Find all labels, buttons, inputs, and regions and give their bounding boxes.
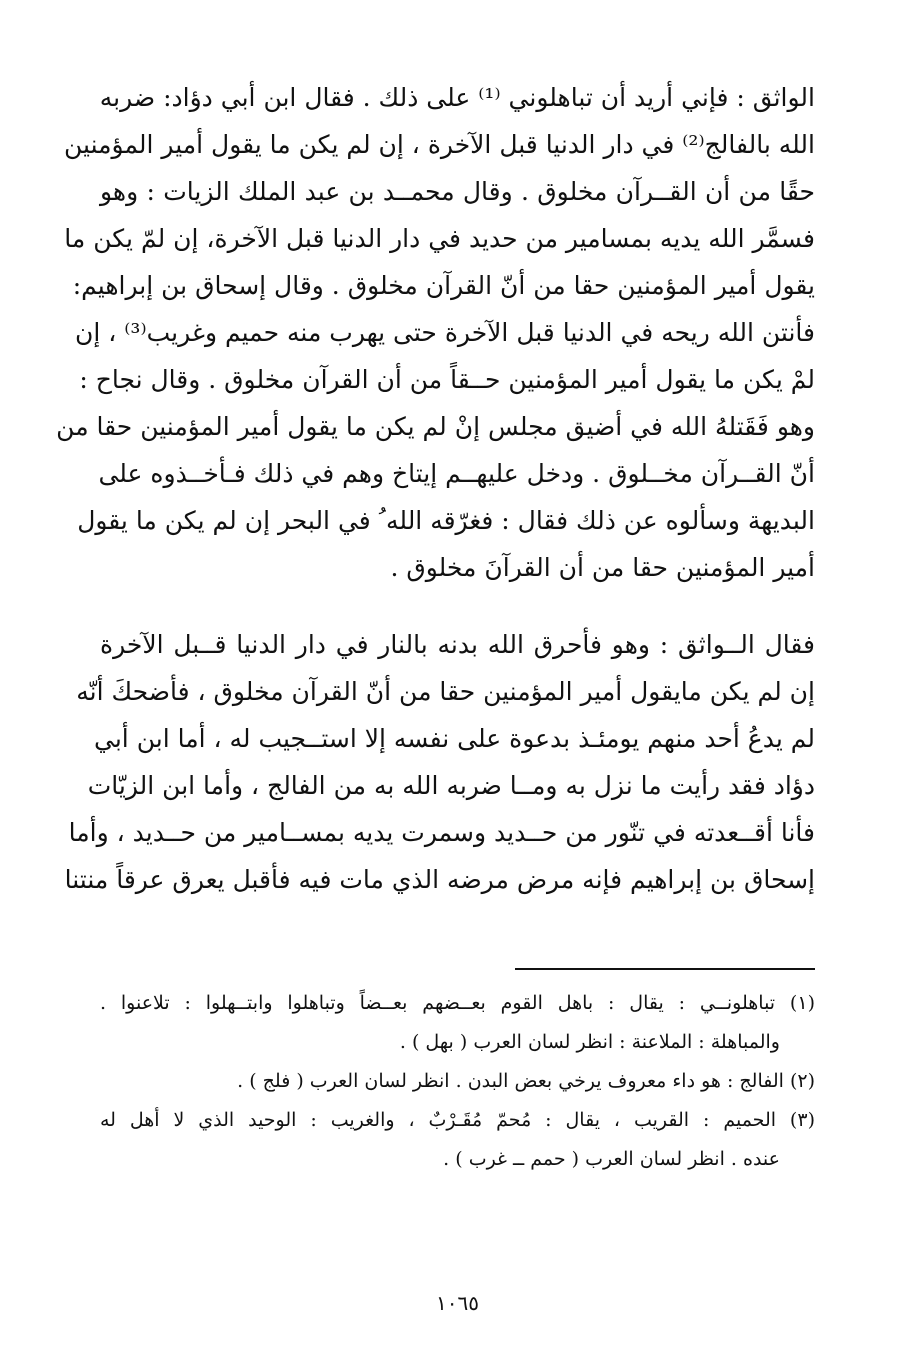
footnote-line: (٢) الفالج : هو داء معروف يرخي بعض البدن . انظر لسان العرب ( فلج ) . bbox=[237, 1070, 815, 1092]
text-line: فسمَّر الله يديه بمسامير من حديد في دار الدنيا قبل الآخرة، إن لمّ يكن ما bbox=[64, 224, 815, 253]
text-line: أنّ القــرآن مخــلوق . ودخل عليهــم إيتاخ وهم في ذلك فـأخــذوه على bbox=[98, 459, 815, 488]
footnote-line: عنده . انظر لسان العرب ( حمم ــ غرب ) . bbox=[443, 1148, 780, 1170]
text-line: يقول أمير المؤمنين حقا من أنّ القرآن مخلوق . وقال إسحاق بن إبراهيم: bbox=[72, 271, 815, 300]
text-line: إن لم يكن مايقول أمير المؤمنين حقا من أنّ القرآن مخلوق ، فأضحكَ أنّه bbox=[76, 677, 815, 706]
footnote-line: والمباهلة : الملاعنة : انظر لسان العرب ( بهل ) . bbox=[399, 1031, 780, 1053]
text-line: فأنتن الله ريحه في الدنيا قبل الآخرة حتى يهرب منه حميم وغريب⁽³⁾ ، إن bbox=[74, 318, 815, 347]
text-line: فقال الــواثق : وهو فأحرق الله بدنه بالنار في دار الدنيا قــبل الآخرة bbox=[100, 630, 815, 659]
text-line: دؤاد فقد رأيت ما نزل به ومــا ضربه الله به من الفالج ، وأما ابن الزيّات bbox=[87, 771, 815, 800]
text-line: البديهة وسألوه عن ذلك فقال : فغرّقه الله ُ في البحر إن لم يكن ما يقول bbox=[77, 506, 815, 535]
page-number: ١٠٦٥ bbox=[436, 1291, 479, 1315]
footnote-divider bbox=[515, 968, 815, 970]
text-line: فأنا أقــعدته في تنّور من حــديد وسمرت يديه بمســامير من حــديد ، وأما bbox=[68, 818, 815, 847]
text-line: الواثق : فإني أريد أن تباهلوني ⁽¹⁾ على ذلك . فقال ابن أبي دؤاد: ضربه bbox=[99, 83, 815, 112]
text-line: حقًا من أن القــرآن مخلوق . وقال محمــد بن عبد الملك الزيات : وهو bbox=[100, 177, 815, 206]
footnote-line: (٣) الحميم : القريب ، يقال : مُحمّ مُقَـرْبٌ ، والغريب : الوحيد الذي لا أهل له bbox=[100, 1109, 815, 1131]
text-line: الله بالفالج⁽²⁾ في دار الدنيا قبل الآخرة ، إن لم يكن ما يقول أمير المؤمنين bbox=[64, 130, 815, 159]
text-line: إسحاق بن إبراهيم فإنه مرض مرضه الذي مات فيه فأقبل يعرق عرقاً منتنا bbox=[64, 865, 815, 894]
text-line: أمير المؤمنين حقا من أن القرآنَ مخلوق . bbox=[390, 553, 815, 582]
text-line: لمْ يكن ما يقول أمير المؤمنين حــقاً من أن القرآن مخلوق . وقال نجاح : bbox=[79, 365, 815, 394]
text-line: لم يدعُ أحد منهم يومئـذ بدعوة على نفسه إلا استــجيب له ، أما ابن أبي bbox=[94, 724, 815, 753]
text-line: وهو فَقَتلهُ الله في أضيق مجلس إنْ لم يكن ما يقول أمير المؤمنين حقا من bbox=[56, 412, 815, 441]
footnote-line: (١) تباهلونــي : يقال : باهل القوم بعــضهم بعــضاً وتباهلوا وابتــهلوا : تلاعنوا . bbox=[100, 992, 815, 1014]
